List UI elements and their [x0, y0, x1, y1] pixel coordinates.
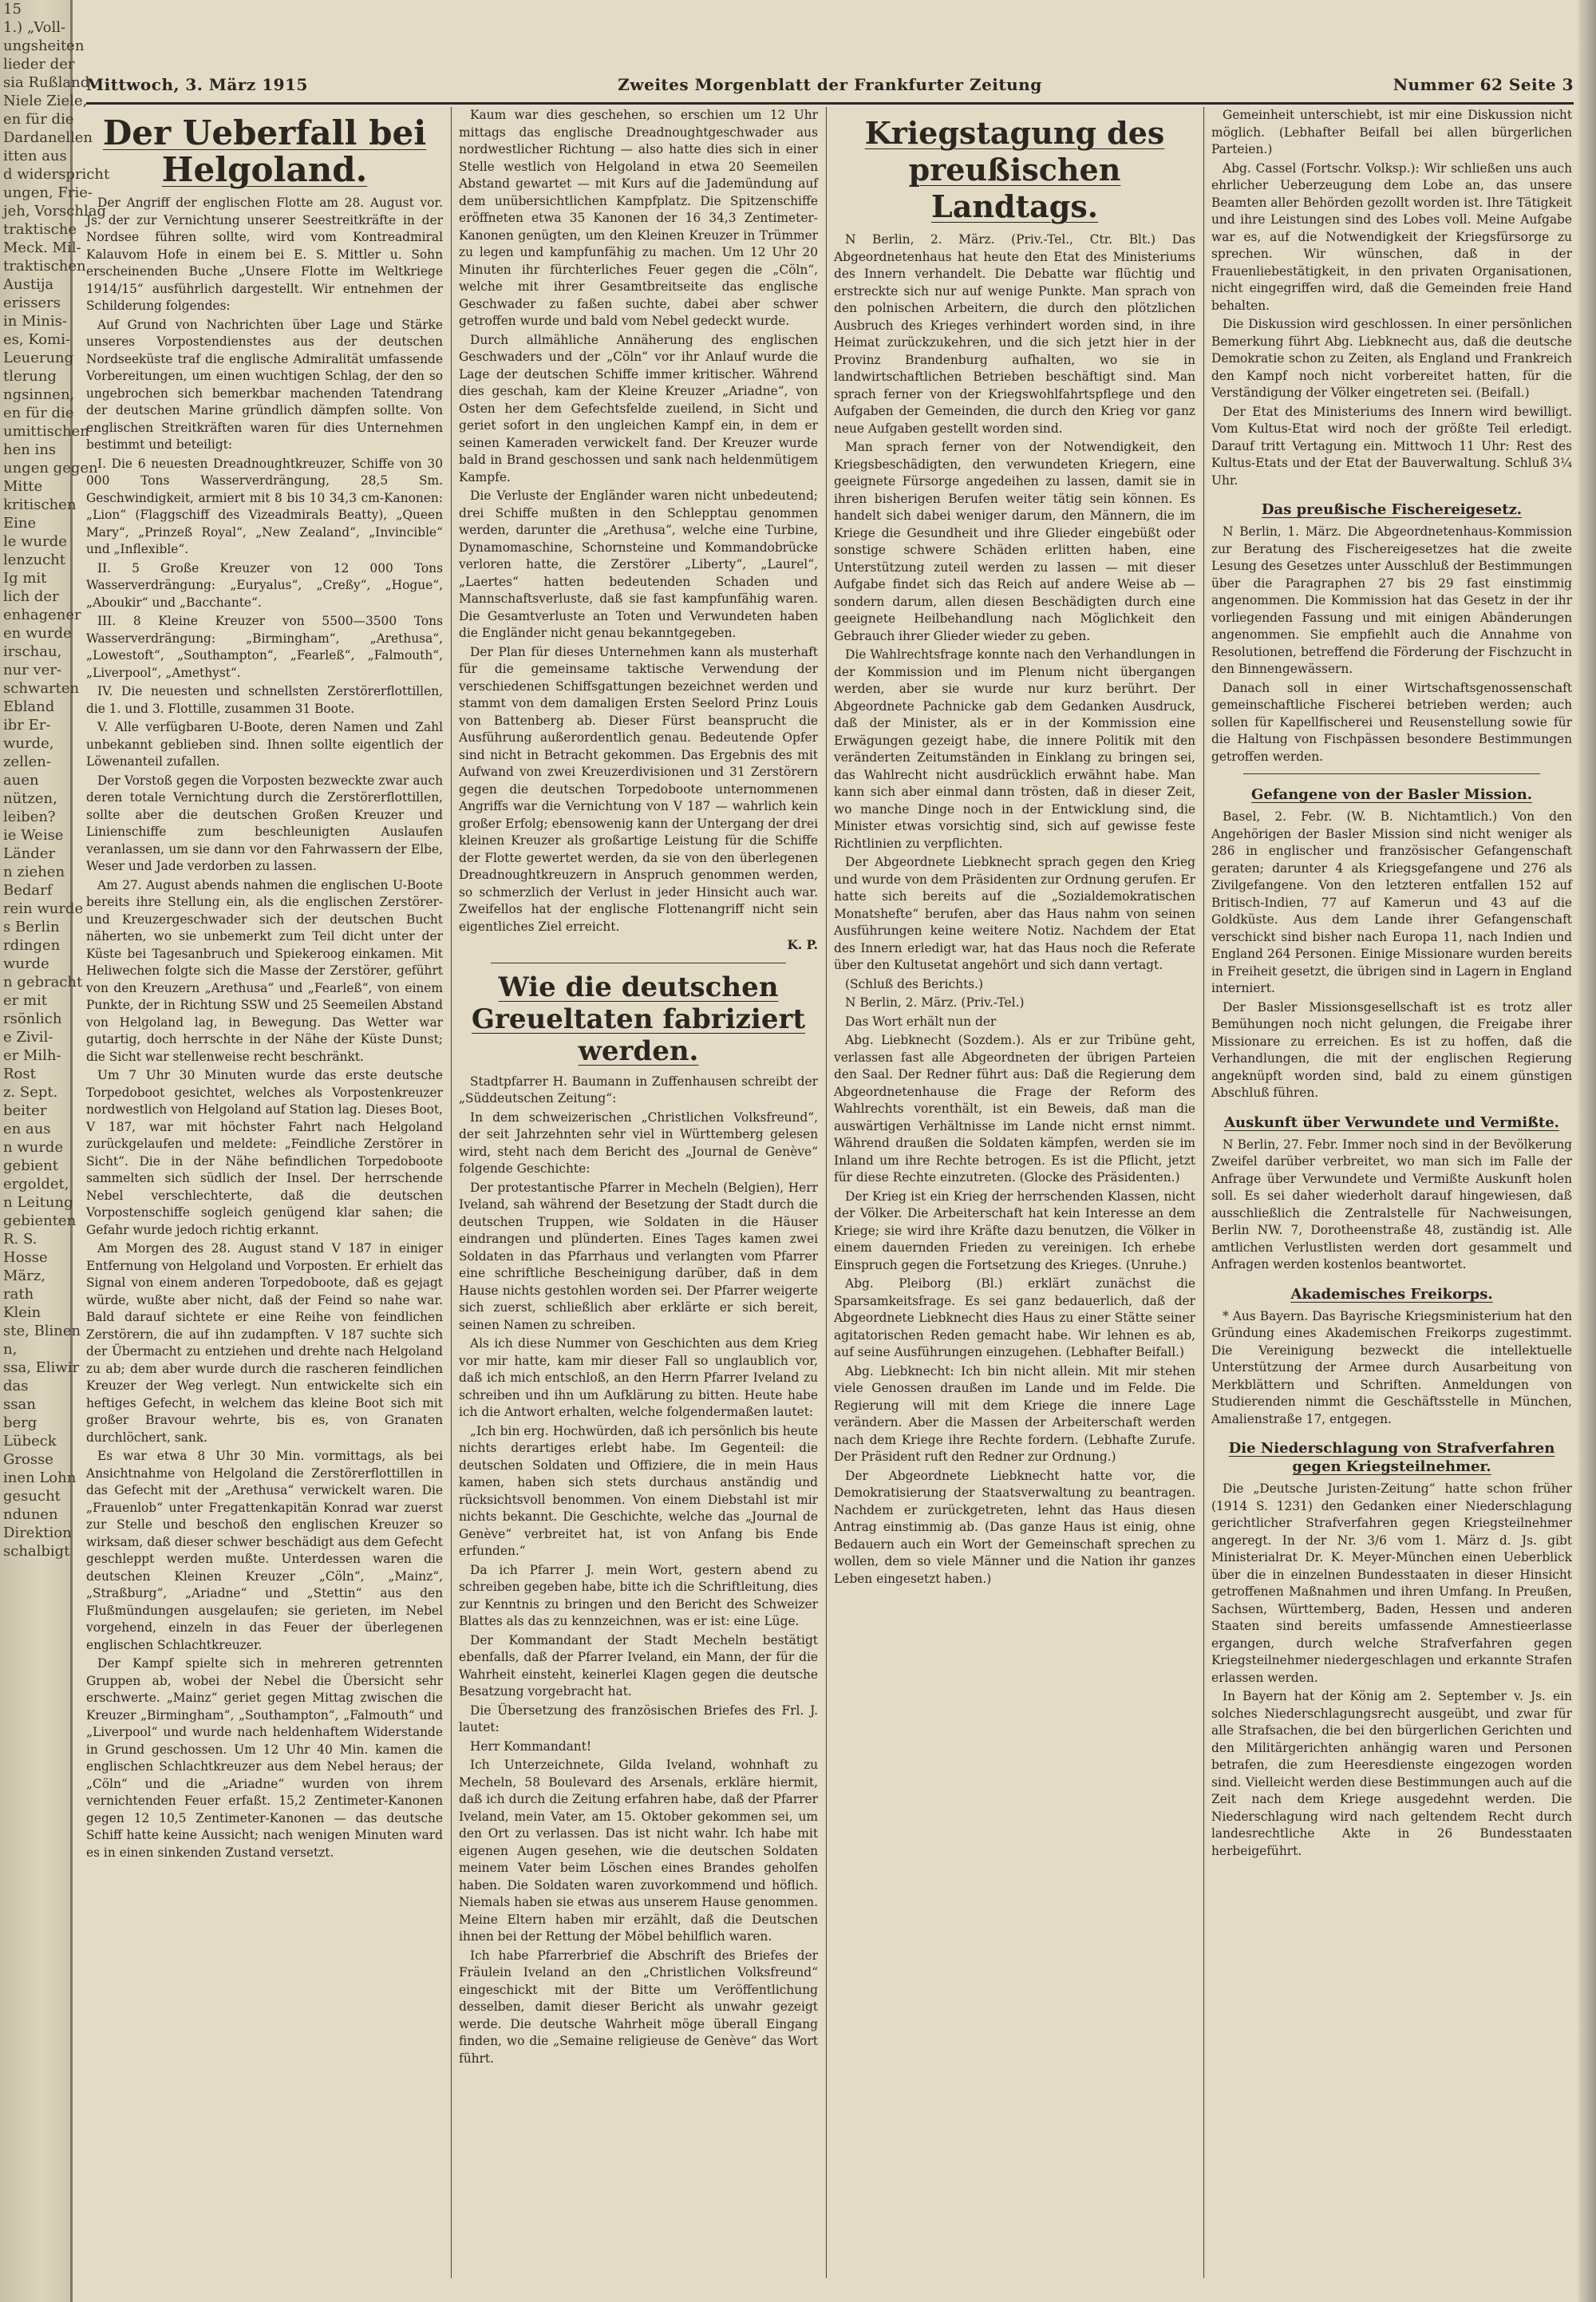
gutter-text-fragment: Grosse — [3, 1451, 53, 1468]
article-body — [1211, 524, 1572, 765]
gutter-text-fragment: 15 — [3, 1, 22, 18]
article-paragraph: Der Vorstoß gegen die Vorposten bezweckte zwar auch deren totale Vernichtung durch die Zerstörerflottillen, sollte aber die deutschen Großen Kreuzer und Linienschiffe zum beschleunigten Auslaufen veranlassen, um sie dann vor den Fahrwassern der Elbe, Weser und Jade verdorben zu lassen. — [86, 773, 443, 873]
article-paragraph: Die Wahlrechtsfrage konnte nach den Verhandlungen in der Kommission und im Plenum nicht übergangen werden, aber sie wurde nur kurz berührt. Der Abgeordnete Pachnicke gab dem Gedanken Ausdruck, daß der Minister, als er in der Kommission eine Erwägungen gezeigt habe, die innere Politik mit den veränderten Zeitumständen in Einklang zu bringen sei, das Wahlrecht nicht ausdrücklich erwähnt habe. Man kann sich aber einmal dann trösten, daß in dieser Zeit, wo manche Dinge noch in der Entwicklung sind, die Minister etwas vorsichtig sind, sich auf gewisse feste Richtlinien zu verpflichten. — [834, 647, 1195, 851]
article-paragraph: Ich Unterzeichnete, Gilda Iveland, wohnhaft zu Mecheln, 58 Boulevard des Arsenals, erkläre hiermit, daß ich durch die Zeitung erfahren habe, daß der Pfarrer Iveland, mein Vater, am 15. Oktober gekommen sei, um den Ort zu verlassen. Das ist nicht wahr. Ich habe mit eigenen Augen gesehen, wie die deutschen Soldaten meinem Vater beim Löschen eines Brandes geholfen haben. Die Soldaten waren zuvorkommend und höflich. Niemals haben sie etwas aus unserem Hause genommen. Meine Eltern haben mir erzählt, daß die Deutschen ihnen bei der Rettung der Möbel behilflich waren. — [459, 1758, 818, 1944]
gutter-text-fragment: gebienten — [3, 1212, 77, 1229]
article-paragraph: N Berlin, 27. Febr. Immer noch sind in der Bevölkerung Zweifel darüber verbreitet, wo man sich im Falle der Anfrage über Verwundete und Vermißte Auskunft holen soll. Es sei daher wiederholt darauf hingewiesen, daß ausschließlich die Zentralstelle für Nachweisungen, Berlin NW. 7, Dorotheenstraße 48, zuständig ist. Alle amtlichen Verlustlisten werden dort gesammelt und Anfragen werden kostenlos beantwortet. — [1211, 1137, 1572, 1272]
gutter-text-fragment: enhagener — [3, 607, 81, 623]
article-paragraph: I. Die 6 neuesten Dreadnoughtkreuzer, Schiffe von 30 000 Tons Wasserverdrängung, 28,5 Sm. Geschwindigkeit, armiert mit 8 bis 10 34,3 cm-Kanonen: „Lion“ (Flaggschiff des Vizeadmirals Beatty), „Queen Mary“, „Prinzeß Royal“, „New Zealand“, „Invincible“ und „Inflexible“. — [86, 456, 443, 556]
article-body — [1211, 1308, 1572, 1429]
gutter-text-fragment: Austija — [3, 276, 54, 293]
article-paragraph: Am Morgen des 28. August stand V 187 in einiger Entfernung von Helgoland und Vorposten. Er erhielt das Signal von einem anderen Torpedoboote, daß es gejagt würde, wußte aber nicht, daß der Feind so nahe war. Bald darauf sichtete er eine Reihe von feindlichen Zerstörern, die auf ihn zudampften. V 187 suchte sich der Übermacht zu entziehen und drehte nach Helgoland zu ab; dem aber wurde durch die rascheren feindlichen Kreuzer der Weg verlegt. Nun entwickelte sich ein heftiges Gefecht, in welchem das kleine Boot sich mit großer Bravour wehrte, bis es, von Granaten durchlöchert, sank. — [86, 1241, 443, 1445]
article-paragraph: Die Verluste der Engländer waren nicht unbedeutend; drei Schiffe mußten in den Schlepptau genommen werden, darunter die „Arethusa“, welche eine Turbine, Dynamomaschine, Schornsteine und Kommandobrücke verloren hatte, die Zerstörer „Liberty“, „Laurel“, „Laertes“ hatten bedeutenden Schaden und Mannschaftsverluste, daß sie fast kampfunfähig waren. Die Gesamtverluste an Toten und Verwundeten haben die Engländer nicht genau bekanntgegeben. — [459, 488, 818, 640]
article-paragraph: Durch allmähliche Annäherung des englischen Geschwaders und der „Cöln“ vor ihr Anlauf wurde die Lage der deutschen Schiffe immer kritischer. Während dies geschah, kam der Kleine Kreuzer „Ariadne“, von Osten her dem Gefechtsfelde zueilend, in Sicht und geriet sofort in den ungleichen Kampf ein, in dem er seinen Kameraden verwickelt fand. Der Kreuzer wurde bald in Brand geschossen und sank nach heldenmütigem Kampfe. — [459, 332, 818, 485]
gutter-text-fragment: ste, Blinen — [3, 1323, 81, 1339]
masthead — [86, 75, 1574, 101]
gutter-text-fragment: leiben? — [3, 809, 56, 825]
article-paragraph: III. 8 Kleine Kreuzer von 5500—3500 Tons Wasserverdrängung: „Birmingham“, „Arethusa“, „Lowestoft“, „Southampton“, „Fearleß“, „Falmouth“, „Liverpool“, „Amethyst“. — [86, 614, 443, 680]
article-body — [1211, 107, 1572, 489]
article-headline: Die Niederschlagung von Strafverfahren gegen Kriegsteilnehmer. — [1228, 1440, 1555, 1475]
article-paragraph: Stadtpfarrer H. Baumann in Zuffenhausen schreibt der „Süddeutschen Zeitung“: — [459, 1074, 818, 1106]
article-paragraph: (Schluß des Berichts.) — [845, 976, 984, 991]
gutter-text-fragment: wurde, — [3, 735, 54, 752]
gutter-text-fragment: Länder — [3, 845, 56, 862]
article-body — [86, 195, 443, 1861]
gutter-text-fragment: hen ins — [3, 441, 57, 458]
gutter-text-fragment: Bedarf — [3, 882, 53, 899]
article-body — [834, 231, 1195, 1588]
gutter-text-fragment: s Berlin — [3, 919, 60, 935]
gutter-text-fragment: Meck. Mil- — [3, 239, 81, 256]
gutter-text-fragment: lenzucht — [3, 552, 65, 568]
article-paragraph: Die Diskussion wird geschlossen. In einer persönlichen Bemerkung führt Abg. Liebknecht aus, daß die deutsche Demokratie schon zu Zeiten, als England und Frankreich den Kampf noch nicht vorbereitet hatten, für die Verständigung der Völker eingetreten sei. (Beifall.) — [1211, 317, 1572, 400]
column-2 — [459, 107, 818, 2286]
gutter-text-fragment: auen — [3, 772, 39, 789]
gutter-text-fragment: Dardanellen — [3, 129, 93, 146]
article-paragraph: Das Wort erhält nun der — [845, 1014, 997, 1029]
gutter-text-fragment: Lübeck — [3, 1433, 57, 1450]
gutter-text-fragment: en für die — [3, 405, 74, 421]
article-paragraph: Die „Deutsche Juristen-Zeitung“ hatte schon früher (1914 S. 1231) den Gedanken einer Niederschlagung gerichtlicher Strafverfahren gegen Kriegsteilnehmer angeregt. In der Nr. 3/6 vom 1. März d. Js. gibt Ministerialrat Dr. K. Meyer-München einen Ueberblick über die in einzelnen Bundesstaaten in dieser Hinsicht getroffenen Maßnahmen und ihren Umfang. In Preußen, Sachsen, Württemberg, Baden, Hessen und anderen Staaten sind bereits umfassende Amnestieerlasse ergangen, durch welche Strafverfahren gegen Kriegsteilnehmer niedergeschlagen und erkannte Strafen erlassen werden. — [1211, 1481, 1572, 1685]
gutter-text-fragment: das — [3, 1378, 29, 1394]
article-paragraph: * Aus Bayern. Das Bayrische Kriegsministerium hat den Gründung eines Akademischen Freikorps zugestimmt. Die Vereinigung bezweckt die intellektuelle Unterstützung der Armee durch Ausarbeitung von Merkblättern und Schriften. Anmeldungen von Studierenden nimmt die Geschäftsstelle in München, Amalienstraße 17, entgegen. — [1211, 1308, 1572, 1426]
gutter-text-fragment: d widerspricht — [3, 166, 110, 183]
gutter-text-fragment: rsönlich — [3, 1011, 62, 1027]
gutter-text-fragment: ibr Er- — [3, 717, 51, 734]
gutter-text-fragment: n gebracht — [3, 974, 83, 991]
gutter-text-fragment: lich der — [3, 588, 59, 605]
article-paragraph: Der Basler Missionsgesellschaft ist es trotz aller Bemühungen noch nicht gelungen, die Freigabe ihrer Missionare zu erreichen. Es ist zu hoffen, daß die Verhandlungen, die mit der englischen Regierung angeknüpft worden sind, bald zu einem günstigen Abschluß führen. — [1211, 999, 1572, 1100]
gutter-text-fragment: es, Komi- — [3, 331, 71, 348]
article-headline: Gefangene von der Basler Mission. — [1250, 786, 1533, 803]
gutter-text-fragment: le wurde — [3, 533, 67, 550]
gutter-text-fragment: Rost — [3, 1066, 36, 1082]
article-paragraph: Herr Kommandant! — [470, 1738, 592, 1754]
gutter-text-fragment: rath — [3, 1286, 34, 1303]
article-paragraph: Der Abgeordnete Liebknecht sprach gegen den Krieg und wurde von dem Präsidenten zur Ordnung gerufen. Er hatte sich bereits auf die „Sozialdemokratischen Monatshefte“ berufen, aber das Haus nahm von seinen Ausführungen keine weitere Notiz. Nachdem der Etat des Innern erledigt war, hat das Haus noch die Referate über den Kultusetat angehört und sich dann vertagt. — [834, 855, 1195, 972]
article-body — [1211, 1137, 1572, 1274]
gutter-text-fragment: in Minis- — [3, 313, 67, 330]
page-shadow-edge — [1578, 0, 1596, 2302]
article-paragraph: In dem schweizerischen „Christlichen Volksfreund“, der seit Jahrzehnten sehr viel in Württemberg gelesen wird, steht nach dem Bericht des „Journal de Genève“ folgende Geschichte: — [459, 1109, 818, 1176]
article-paragraph: Kaum war dies geschehen, so erschien um 12 Uhr mittags das englische Dreadnoughtgeschwader aus nordwestlicher Richtung — also hatte dies sich in einer Stelle westlich von Helgoland in etwa 20 Seemeilen Abstand gewartet — mit Kurs auf die Jademündung auf dem unübersichtlichen Kampfplatz. Die Spitzenschiffe eröffneten etwa 35 Kanonen der 16 34,3 Zentimeter-Kanonen genügten, um den Kleinen Kreuzer in Trümmer zu legen und kampfunfähig zu machen. Um 12 Uhr 20 Minuten ihr fürchterliches Feuer gegen die „Cöln“, welche mit ihrer Gesamtbreitseite das englische Geschwader zu faßen suchte, dabei aber schwer getroffen wurde und bald vom Nebel gedeckt wurde. — [459, 108, 818, 328]
gutter-text-fragment: traktische — [3, 221, 77, 238]
gutter-text-fragment: sia Rußland — [3, 74, 90, 91]
masthead-rule — [86, 102, 1574, 105]
gutter-text-fragment: Hosse — [3, 1249, 48, 1266]
article-body — [459, 107, 818, 935]
article-paragraph: Abg. Cassel (Fortschr. Volksp.): Wir schließen uns auch ehrlicher Ueberzeugung dem Lobe an, das unsere Beamten aller Behörden gezollt worden ist. Ihre Tätigkeit und ihre Leistungen sind des Lobes voll. Meine Aufgabe war es, auf die Notwendigkeit der Kriegsfürsorge zu sprechen. Wir wünschen, daß in der Frauenliebestätigkeit, in den privaten Organisationen, nicht eingegriffen wird, daß die Gemeinden freie Hand behalten. — [1211, 160, 1572, 313]
gutter-text-fragment: Ebland — [3, 698, 55, 715]
article-headline: Das preußische Fischereigesetz. — [1261, 501, 1523, 518]
gutter-text-fragment: kritischen — [3, 496, 77, 513]
article-divider — [1243, 773, 1540, 774]
gutter-text-fragment: en wurde — [3, 625, 72, 642]
gutter-text-fragment: Direktion — [3, 1525, 72, 1541]
gutter-text-fragment: beiter — [3, 1102, 47, 1119]
gutter-text-fragment: tlerung — [3, 368, 57, 385]
article-body — [1211, 1481, 1572, 1860]
gutter-text-fragment: ungen gegen — [3, 460, 98, 477]
gutter-text-fragment: erissers — [3, 295, 61, 311]
article-paragraph: Es war etwa 8 Uhr 30 Min. vormittags, als bei Ansichtnahme von Helgoland die Zerstörerflottillen in das Gefecht mit der „Arethusa“ verwickelt waren. Die „Frauenlob“ unter Fregattenkapitän Konrad war zuerst zur Stelle und beschoß den englischen Kreuzer so wirksam, daß dieser schwer beschädigt aus dem Gefecht geschleppt werden mußte. Unterdessen waren die deutschen Kleinen Kreuzer „Cöln“, „Mainz“, „Straßburg“, „Ariadne“ und „Stettin“ aus den Flußmündungen ausgelaufen; sie gerieten, im Nebel vorgehend, einzeln in das Feuer der überlegenen englischen Schlachtkreuzer. — [86, 1449, 443, 1652]
gutter-text-fragment: schalbigt — [3, 1543, 70, 1560]
column-rule — [826, 107, 827, 2278]
article-paragraph: II. 5 Große Kreuzer von 12 000 Tons Wasserverdrängung: „Euryalus“, „Creßy“, „Hogue“, „Aboukir“ und „Bacchante“. — [86, 560, 443, 610]
gutter-text-fragment: ndunen — [3, 1506, 58, 1523]
masthead-title: Zweites Morgenblatt der Frankfurter Zeitung — [618, 75, 1042, 94]
article-paragraph: V. Alle verfügbaren U-Boote, deren Namen und Zahl unbekannt geblieben sind. Ihnen sollte eigentlich der Löwenanteil zufallen. — [86, 720, 443, 769]
gutter-text-fragment: gesucht — [3, 1488, 61, 1505]
article-paragraph: N Berlin, 2. März. (Priv.-Tel.) — [845, 995, 1025, 1010]
gutter-text-fragment: Niele Ziele, — [3, 93, 88, 109]
article-headline: Akademisches Freikorps. — [1290, 1285, 1493, 1303]
column-rule — [1203, 107, 1204, 2278]
gutter-text-fragment: er Milh- — [3, 1047, 61, 1064]
article-body — [1211, 809, 1572, 1102]
gutter-text-fragment: e Zivil- — [3, 1029, 53, 1046]
article-paragraph: Der protestantische Pfarrer in Mecheln (Belgien), Herr Iveland, sah während der Besetzung der Stadt durch die deutschen Truppen, wie Soldaten in die Häuser eindrangen und plünderten. Eines Tages kamen zwei Soldaten in das Pfarrhaus und verlangten vom Pfarrer eine schriftliche Bescheinigung darüber, daß in dem Hause nichts gestohlen worden sei. Der Pfarrer weigerte sich zuerst, schließlich aber erklärte er sich bereit, seinen Namen zu schreiben. — [459, 1180, 818, 1332]
gutter-text-fragment: rein wurde — [3, 900, 84, 917]
gutter-text-fragment: gebient — [3, 1157, 58, 1174]
gutter-text-fragment: März, — [3, 1268, 45, 1284]
gutter-text-fragment: rdingen — [3, 937, 61, 954]
gutter-text-fragment: 1.) „Voll- — [3, 19, 66, 36]
column-3 — [834, 107, 1195, 2286]
gutter-text-fragment: Eine — [3, 515, 37, 532]
column-rule — [451, 107, 452, 2278]
article-paragraph: Die Übersetzung des französischen Briefes des Frl. J. lautet: — [459, 1703, 818, 1734]
article-headline: Der Ueberfall bei Helgoland. — [102, 113, 427, 189]
gutter-text-fragment: ie Weise — [3, 827, 64, 844]
gutter-text-fragment: wurde — [3, 955, 49, 972]
article-paragraph: Am 27. August abends nahmen die englischen U-Boote bereits ihre Stellung ein, als die englischen Zerstörer- und Kreuzergeschwader sich der deutschen Bucht näherten, wo sie unbemerkt zum Teil dicht unter der Küste bei Tagesanbruch und Spiekeroog einkamen. Mit Heliwechen folgte sich die Masse der Zerstörer, geführt von den Kreuzern „Arethusa“ und „Fearleß“, von einem Punkte, der in Richtung SSW und 25 Seemeilen Abstand von Helgoland lag, in Bewegung. Das Wetter war gutartig, doch herrschte in der Nähe der Küste Dunst; die Sicht war stellenweise recht beschränkt. — [86, 877, 443, 1064]
gutter-text-fragment: n, — [3, 1341, 18, 1358]
article-paragraph: IV. Die neuesten und schnellsten Zerstörerflottillen, die 1. und 3. Flottille, zusammen 31 Boote. — [86, 684, 443, 716]
article-paragraph: Da ich Pfarrer J. mein Wort, gestern abend zu schreiben gegeben habe, bitte ich die Schriftleitung, dies zur Kenntnis zu bringen und den Bericht des Schweizer Blattes als das zu kennzeichnen, was er ist: eine Lüge. — [459, 1562, 818, 1628]
gutter-text-fragment: er mit — [3, 992, 48, 1009]
column-1 — [86, 107, 443, 2286]
article-signature: K. P. — [787, 938, 818, 952]
article-body — [459, 1074, 818, 2068]
previous-page-edge — [0, 0, 110, 2302]
article-paragraph: Der Plan für dieses Unternehmen kann als musterhaft für die gemeinsame taktische Verwendung der verschiedenen Schiffsgattungen bezeichnet werden und stammt von dem damaligen Ersten Seelord Prinz Louis von Battenberg ab. Dieser Fürst beansprucht die Ausführung außerordentlich genau. Bedeutende Opfer sind nicht in Betracht gekommen. Das Ergebnis des mit Aufwand von zwei Kreuzerdivisionen und 31 Zerstörern gegen die deutschen Torpedoboote unternommenen Angriffs war die Vernichtung von V 187 — wahrlich kein großer Erfolg; ebensowenig kann der Untergang der drei kleinen Kreuzer als großartige Leistung für die Schiffe der Flotte gewertet werden, da sie von den überlegenen Dreadnoughtkreuzern in Anspruch genommen werden, so schmerzlich der Verlust in jeder Hinsicht auch war. Zweifellos hat der englische Flottenangriff nicht sein eigentliches Ziel erreicht. — [459, 644, 818, 934]
gutter-text-fragment: irschau, — [3, 643, 62, 660]
article-paragraph: Man sprach ferner von der Notwendigkeit, den Kriegsbeschädigten, den verwundeten Kriegern, eine geeignete Fürsorge angedeihen zu lassen, damit sie in ihren bisherigen Berufen weiter tätig sein können. Es handelt sich dabei weniger darum, den Männern, die im Kriege die Gesundheit und ihre Glieder eingebüßt oder sonstige schwere Schäden erlitten haben, eine Unterstützung zuteil werden zu lassen — mit dieser Aufgabe findet sich das Reich auf andere Weise ab — sondern darum, allen diesen Beschädigten durch eine geeignete Heilbehandlung nach Möglichkeit den Gebrauch ihrer Glieder wieder zu geben. — [834, 440, 1195, 643]
gutter-text-fragment: nur ver- — [3, 662, 62, 678]
article-headline: Wie die deutschen Greueltaten fabriziert werden. — [471, 971, 806, 1067]
article-paragraph: Der Angriff der englischen Flotte am 28. August vor. Js. der zur Vernichtung unserer Seestreitkräfte in der Nordsee führen sollte, wird vom Kontreadmiral Kalauvom Hofe in einem bei E. S. Mittler u. Sohn erscheinenden Buche „Unsere Flotte im Weltkriege 1914/15“ ausführlich dargestellt. Wir entnehmen der Schilderung folgendes: — [86, 196, 443, 313]
article-paragraph: Der Etat des Ministeriums des Innern wird bewilligt. Vom Kultus-Etat wird noch der größte Teil erledigt. Darauf tritt Vertagung ein. Mittwoch 11 Uhr: Rest des Kultus-Etats und der Etat der Bauverwaltung. Schluß 3¼ Uhr. — [1211, 404, 1572, 488]
article-headline: Auskunft über Verwundete und Vermißte. — [1224, 1113, 1559, 1131]
gutter-text-fragment: inen Lohn — [3, 1469, 77, 1486]
article-paragraph: Als ich diese Nummer von Geschichten aus dem Krieg vor mir hatte, kam mir dieser Fall so unglaublich vor, daß ich mich entschloß, an den Herrn Pfarrer Iveland zu schreiben und ihn um Aufklärung zu bitten. Heute habe ich die Antwort erhalten, welche folgendermaßen lautet: — [459, 1336, 818, 1419]
column-4 — [1211, 107, 1572, 2286]
article-paragraph: „Ich bin erg. Hochwürden, daß ich persönlich bis heute nichts derartiges erlebt habe. Im Gegenteil: die deutschen Soldaten und Offiziere, die in mein Haus kamen, haben sich stets durchaus anständig und rücksichtsvoll benommen. Von einem Diebstahl ist mir nichts bekannt. Die Geschichte, welche das „Journal de Genève“ verbreitet hat, ist von Anfang bis Ende erfunden.“ — [459, 1423, 818, 1558]
gutter-text-fragment: Mitte — [3, 478, 43, 495]
gutter-text-fragment: ssan — [3, 1396, 36, 1413]
article-paragraph: Gemeinheit unterschiebt, ist mir eine Diskussion nicht möglich. (Lebhafter Beifall bei allen bürgerlichen Parteien.) — [1211, 108, 1572, 156]
gutter-text-fragment: Ig mit — [3, 570, 47, 587]
masthead-page-number: Nummer 62 Seite 3 — [1393, 75, 1574, 94]
article-paragraph: Abg. Liebknecht (Sozdem.). Als er zur Tribüne geht, verlassen fast alle Abgeordneten der übrigen Parteien den Saal. Der Redner führt aus: Daß die Regierung dem Abgeordnetenhause die Frage der Reform des Wahlrechts vorenthält, ist ein Beweis, daß man die auswärtigen Verhältnisse im Lande nicht ernst nimmt. Während draußen die Soldaten kämpfen, werden sie im Inland um ihre Rechte betrogen. Es ist die Pflicht, jetzt für diese Rechte einzutreten. (Glocke des Präsidenten.) — [834, 1033, 1195, 1185]
gutter-text-fragment: en aus — [3, 1121, 51, 1137]
article-paragraph: In Bayern hat der König am 2. September v. Js. ein solches Niederschlagungsrecht ausgeübt, und zwar für alle Strafsachen, die bei den bürgerlichen Gerichten und den Militärgerichten anhängig waren und Personen betrafen, die zum Heeresdienste eingezogen worden sind. Vielleicht werden diese Bestimmungen auch auf die Zeit nach dem Kriege ausgedehnt werden. Die Niederschlagung wird nach geltendem Recht durch landesrechtliche Akte in 26 Bundesstaaten herbeigeführt. — [1211, 1689, 1572, 1858]
gutter-text-fragment: en für die — [3, 111, 74, 128]
gutter-text-fragment: Klein — [3, 1304, 41, 1321]
gutter-text-fragment: ungsheiten — [3, 38, 85, 54]
article-paragraph: N Berlin, 1. März. Die Abgeordnetenhaus-Kommission zur Beratung des Fischereigesetzes hat die zweite Lesung des Gesetzes unter Ausschluß der Bestimmungen über die Paragraphen 27 bis 29 fast einstimmig angenommen. Die Kommission hat das Gesetz in der ihr vorliegenden Fassung und mit einigen Abänderungen angenommen. Sie empfiehlt auch die Annahme von Resolutionen, betreffend die Förderung der Fischzucht in den Binnengewässern. — [1211, 524, 1572, 676]
gutter-text-fragment: umittischen — [3, 423, 89, 440]
gutter-text-fragment: berg — [3, 1414, 38, 1431]
gutter-text-fragment: jeh, Vorschlag — [3, 203, 106, 220]
gutter-text-fragment: ssa, Eliwir — [3, 1359, 80, 1376]
gutter-text-fragment: itten aus — [3, 148, 67, 164]
article-paragraph: N Berlin, 2. März. (Priv.-Tel., Ctr. Blt.) Das Abgeordnetenhaus hat heute den Etat des Ministeriums des Innern verhandelt. Die Debatte war flüchtig und erstreckte sich nur auf wenige Punkte. Man sprach von den polnischen Arbeitern, die durch den plötzlichen Ausbruch des Krieges verhindert worden sind, in ihre Heimat zurückzukehren, und die sich jetzt hier in der Provinz Brandenburg aufhalten, wo sie in landwirtschaftlichen Betrieben beschäftigt sind. Man sprach ferner von der Kriegswohlfahrtspflege und den Aufgaben der Gemeinden, die durch den Krieg vor ganz neue Aufgaben gestellt worden sind. — [834, 232, 1195, 436]
gutter-text-fragment: z. Sept. — [3, 1084, 58, 1101]
gutter-text-fragment: ungen, Frie- — [3, 184, 93, 201]
gutter-text-fragment: Leuerung — [3, 350, 74, 366]
gutter-text-fragment: R. S. — [3, 1231, 38, 1248]
article-paragraph: Um 7 Uhr 30 Minuten wurde das erste deutsche Torpedoboot gesichtet, welches als Vorpostenkreuzer nordwestlich von Helgoland auf Station lag. Dieses Boot, V 187, war mit höchster Fahrt nach Helgoland zurückgelaufen und meldete: „Feindliche Zerstörer in Sicht“. Die in der Nähe befindlichen Torpedoboote sammelten sich südlich der Insel. Der herrschende Nebel verschlechterte, daß die deutschen Vorpostenschiffe sogleich genügend klar sahen; die Gefahr wurde jedoch richtig erkannt. — [86, 1068, 443, 1237]
gutter-text-fragment: nützen, — [3, 790, 57, 807]
article-paragraph: Auf Grund von Nachrichten über Lage und Stärke unseres Vorpostendienstes aus der deutschen Nordseeküste traf die englische Admiralität umfassende Vorbereitungen, um einen wuchtigen Schlag, der den so ungebrochen sich bemerkbar machenden Tatendrang der deutschen Marine gründlich dämpfen sollte. Von englischen Streitkräften waren für dies Unternehmen bestimmt und beteiligt: — [86, 317, 443, 452]
article-paragraph: Danach soll in einer Wirtschaftsgenossenschaft gemeinschaftliche Fischerei betrieben werden; auch sollen für Kapellfischerei und Reusenstellung sowie für die Haltung von Fischpässen besondere Bestimmungen getroffen werden. — [1211, 680, 1572, 764]
gutter-text-fragment: traktischen — [3, 258, 86, 275]
gutter-text-fragment: n ziehen — [3, 864, 65, 880]
article-paragraph: Basel, 2. Febr. (W. B. Nichtamtlich.) Von den Angehörigen der Basler Mission sind nicht weniger als 286 in englischer und französischer Gefangenschaft geraten; darunter 4 als Kriegsgefangene und 276 als Zivilgefangene. Von den letzteren entfallen 152 auf Britisch-Indien, 77 auf Kamerun und 43 auf die Goldküste. Aus dem Lande ihrer Gefangenschaft verschickt sind bisher nach Europa 11, nach Indien und England 264 Personen. Einige Missionare wurden bereits in Freiheit gesetzt, die übrigen sind in Lagern in England interniert. — [1211, 809, 1572, 995]
article-paragraph: Abg. Pleiborg (Bl.) erklärt zunächst die Sparsamkeitsfrage. Es sei ganz bedauerlich, daß der Abgeordnete Liebknecht dies Haus zu einer Stätte seiner agitatorischen Reden gemacht habe. Wir lehnen es ab, auf seine Ausführungen einzugehen. (Lebhafter Beifall.) — [834, 1276, 1195, 1359]
article-paragraph: Der Krieg ist ein Krieg der herrschenden Klassen, nicht der Völker. Die Arbeiterschaft hat kein Interesse an dem Kriege; sie wird ihre Kräfte dazu benutzen, die Völker in einem dauernden Frieden zu vereinigen. Ich erhebe Einspruch gegen die Fortsetzung des Krieges. (Unruhe.) — [834, 1189, 1195, 1272]
article-paragraph: Der Kampf spielte sich in mehreren getrennten Gruppen ab, wobei der Nebel die Übersicht sehr erschwerte. „Mainz“ geriet gegen Mittag zwischen die Kreuzer „Birmingham“, „Southampton“, „Falmouth“ und „Liverpool“ und wurde nach heldenhaftem Widerstande in Grund geschossen. Um 12 Uhr 40 Min. kamen die englischen Schlachtkreuzer aus dem Nebel heraus; der „Cöln“ und die „Ariadne“ wurden von ihrem vernichtenden Feuer erfaßt. 15,2 Zentimeter-Kanonen gegen 12 10,5 Zentimeter-Kanonen — das deutsche Schiff hatte keine Aussicht; nach wenigen Minuten ward es in einen sinkenden Zustand versetzt. — [86, 1656, 443, 1860]
gutter-text-fragment: ergoldet, — [3, 1176, 69, 1193]
gutter-text-fragment: ngsinnen, — [3, 386, 75, 403]
gutter-text-fragment: lieder der — [3, 56, 75, 73]
masthead-date: Mittwoch, 3. März 1915 — [86, 75, 308, 94]
article-paragraph: Der Abgeordnete Liebknecht hatte vor, die Demokratisierung der Staatsverwaltung zu beantragen. Nachdem er zurückgetreten, lehnt das Haus diesen Antrag einstimmig ab. (Das ganze Haus ist einig, ohne Bedauern auch ein Wort der Gemeinschaft sprechen zu wollen, dem so viele Männer und die Nation ihr ganzes Leben eingesetzt haben.) — [834, 1468, 1195, 1586]
gutter-text-fragment: n wurde — [3, 1139, 64, 1156]
article-paragraph: Abg. Liebknecht: Ich bin nicht allein. Mit mir stehen viele Genossen draußen im Lande und im Felde. Die Regierung will mit dem Kriege die innere Lage verändern. Aber die Massen der Arbeiterschaft werden nach dem Kriege ihre Rechte fordern. (Lebhafte Zurufe. Der Präsident ruft den Redner zur Ordnung.) — [834, 1363, 1195, 1464]
article-headline: Kriegstagung des preußischen Landtags. — [864, 115, 1165, 224]
article-paragraph: Ich habe Pfarrerbrief die Abschrift des Briefes der Fräulein Iveland an den „Christlichen Volksfreund“ eingeschickt mit der Bitte um Veröffentlichung desselben, damit dieser Bericht als unwahr gezeigt werde. Die deutsche Wahrheit möge überall Eingang finden, wo die „Semaine religieuse de Genève“ das Wort führt. — [459, 1948, 818, 2066]
article-paragraph: Der Kommandant der Stadt Mecheln bestätigt ebenfalls, daß der Pfarrer Iveland, ein Mann, der für die Wahrheit einsteht, keinerlei Klagen gegen die deutsche Besatzung vorgebracht hat. — [459, 1632, 818, 1699]
gutter-text-fragment: n Leitung — [3, 1194, 73, 1211]
gutter-text-fragment: zellen- — [3, 753, 51, 770]
gutter-text-fragment: schwarten — [3, 680, 80, 697]
